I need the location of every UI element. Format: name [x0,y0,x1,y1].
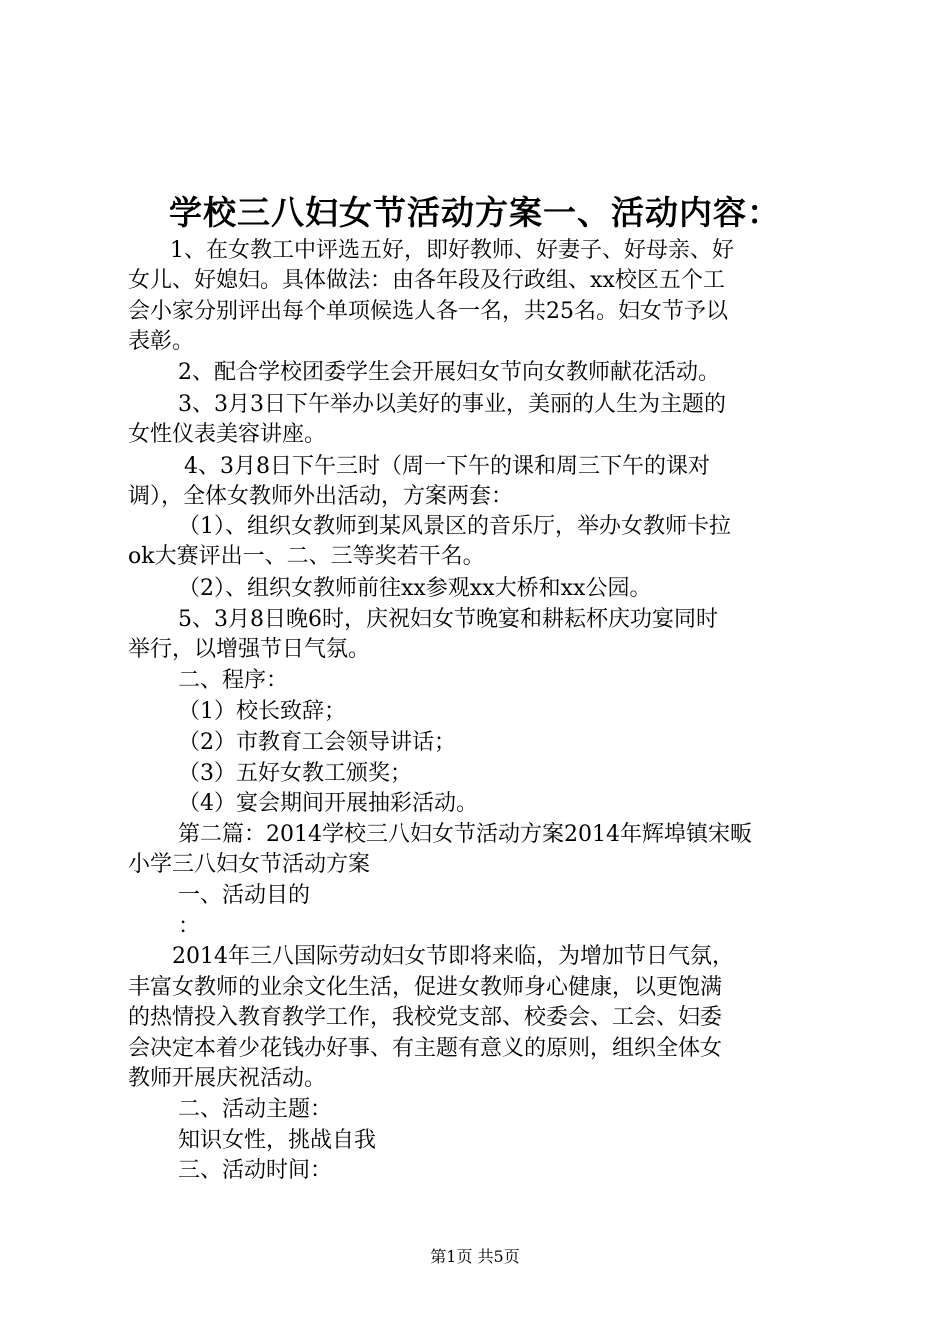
section-heading: 三、活动时间： [178,1158,333,1183]
paragraph-line: （1）、组织女教师到某风景区的音乐厅，举办女教师卡拉 [178,514,731,539]
paragraph-line: 知识女性，挑战自我 [178,1128,377,1153]
paragraph-line: ok大赛评出一、二、三等奖若干名。 [128,544,485,569]
paragraph-line: 5、3月8日晚6时，庆祝妇女节晚宴和耕耘杯庆功宴同时 [178,607,718,632]
paragraph-line: 丰富女教师的业余文化生活，促进女教师身心健康，以更饱满 [128,975,723,1000]
paragraph-line: ： [178,914,201,939]
section-heading: 一、活动目的 [178,883,311,908]
paragraph-line: 会决定本着少花钱办好事、有主题有意义的原则，组织全体女 [128,1036,723,1061]
paragraph-line: 4、3月8日下午三时（周一下午的课和周三下午的课对 [184,454,710,479]
paragraph-line: 教师开展庆祝活动。 [128,1066,327,1091]
page-number-footer: 第1页 共5页 [430,1247,520,1266]
paragraph-line: （2）、组织女教师前往xx参观xx大桥和xx公园。 [178,576,652,601]
paragraph-line: 女性仪表美容讲座。 [128,422,327,447]
paragraph-line: 调），全体女教师外出活动，方案两套： [128,484,514,509]
paragraph-line: 2、配合学校团委学生会开展妇女节向女教师献花活动。 [178,360,720,385]
list-item: （3）五好女教工颁奖； [178,761,412,786]
paragraph-line: 的热情投入教育教学工作，我校党支部、校委会、工会、妇委 [128,1005,723,1030]
list-item: （2）市教育工会领导讲话； [178,730,456,755]
paragraph-line: 表彰。 [128,329,195,354]
paragraph-line: 第二篇：2014学校三八妇女节活动方案2014年辉埠镇宋畈 [178,822,752,847]
paragraph-line: 3、3月3日下午举办以美好的事业，美丽的人生为主题的 [178,392,726,417]
paragraph-line: 1、在女教工中评选五好，即好教师、好妻子、好母亲、好 [170,238,734,263]
list-item: （4）宴会期间开展抽彩活动。 [178,791,478,816]
section-heading: 二、程序： [178,668,289,693]
paragraph-line: 女儿、好媳妇。具体做法：由各年段及行政组、xx校区五个工 [128,268,725,293]
paragraph-line: 举行，以增强节日气氛。 [128,637,371,662]
document-title: 学校三八妇女节活动方案一、活动内容： [169,193,781,232]
paragraph-line: 2014年三八国际劳动妇女节即将来临，为增加节日气氛， [172,944,734,969]
list-item: （1）校长致辞； [178,699,346,724]
paragraph-line: 小学三八妇女节活动方案 [128,852,371,877]
section-heading: 二、活动主题： [178,1097,333,1122]
paragraph-line: 会小家分别评出每个单项候选人各一名，共25名。妇女节予以 [128,299,728,324]
